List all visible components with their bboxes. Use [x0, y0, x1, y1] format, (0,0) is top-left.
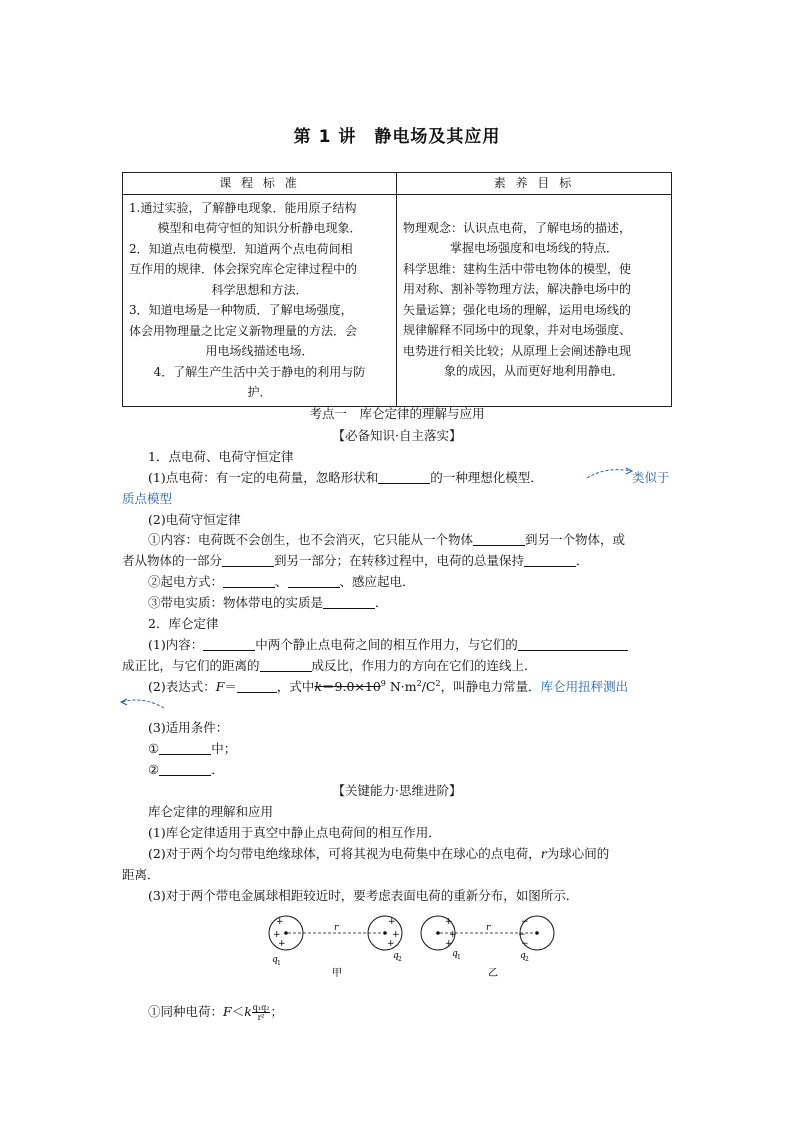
text-line: ① 中； [148, 741, 237, 756]
fill-blank [159, 740, 211, 755]
goal-line: 掌握电场强度和电场线的特点． [449, 241, 618, 255]
text-line: ①同种电荷：F＜k $\frac{\text{q₁q₂}}{\text{r²}}$ ； [148, 1003, 283, 1022]
standard-cell [123, 194, 397, 406]
text-line: ②起电方式： 、 、感应起电． [148, 574, 415, 589]
charge-distribution-figure [262, 906, 562, 986]
text-line: (2)对于两个均匀带电绝缘球体，可将其视为电荷集中在球心的点电荷，r为球心间的 [148, 846, 610, 861]
fill-blank [159, 761, 211, 776]
goals-cell [397, 194, 672, 406]
svg-text:+: + [445, 939, 453, 949]
text-line: 成正比，与它们的距离的 成反比，作用力的方向在它们的连线上． [122, 658, 537, 673]
standard-line: 体会用物理量之比定义新物理量的方法．会 [129, 323, 358, 338]
svg-text:1: 1 [277, 960, 281, 967]
text-line: ② ． [148, 762, 224, 777]
goal-line: 矢量运算；强化电场的理解，运用电场线的 [403, 302, 632, 317]
figure-label-right: 乙 [488, 968, 498, 979]
goal-line: 电势进行相关比较；从原理上会阐述静电现 [403, 343, 632, 358]
distance-label: r [486, 923, 491, 933]
fill-blank [260, 657, 312, 672]
svg-text:+: + [387, 939, 395, 949]
svg-text:+: + [449, 930, 457, 940]
text-line: (1)内容： 中两个静止点电荷之间的相互作用力，与它们的 [148, 635, 628, 653]
section-subheading: 【关键能力·思维进阶】 [332, 783, 462, 798]
goal-line: 规律解释不同场中的现象，并对电场强度、 [403, 323, 632, 337]
svg-text:−: − [518, 930, 526, 940]
fill-blank [518, 636, 628, 651]
standard-line: 4．了解生产生活中关于静电的利用与防 [153, 364, 366, 379]
fill-blank [223, 573, 275, 588]
svg-text:+: + [445, 917, 453, 927]
figure-right-pair [421, 916, 554, 979]
standard-line: 用电场线描述电场． [205, 344, 314, 358]
text-line: (2)表达式：F＝ ，式中$k=9.0\times 10^9$ $N\cdot m^2/C^2$，叫静电力常量．库仑用扭秤测出 [148, 678, 629, 694]
text-line: 库仑定律的理解和应用 [148, 804, 274, 819]
svg-text:+: + [276, 917, 284, 927]
goal-line: 物理观念：认识点电荷，了解电场的描述， [403, 220, 632, 235]
figure-label-left: 甲 [332, 968, 342, 979]
svg-text:1: 1 [457, 954, 461, 961]
svg-text:+: + [392, 930, 400, 940]
text-line: ③带电实质：物体带电的实质是 ． [148, 595, 388, 610]
distance-label: r [334, 923, 339, 933]
page-title: 第 1 讲 静电场及其应用 [293, 127, 501, 147]
fraction: $\frac{\text{q₁q₂}}{\text{r²}}$ [252, 1003, 270, 1022]
margin-note: 类似于 [632, 470, 670, 485]
svg-text:2: 2 [525, 956, 529, 963]
standard-line: 科学思想和方法． [211, 282, 308, 297]
svg-text:+: + [273, 930, 281, 940]
text-line: 1．点电荷、电荷守恒定律 [148, 449, 294, 464]
svg-text:+: + [388, 917, 396, 927]
margin-note: 质点模型 [122, 491, 173, 506]
svg-text:+: + [278, 939, 286, 949]
svg-text:−: − [521, 917, 529, 927]
fill-blank [473, 531, 525, 546]
charge-label: q [272, 955, 278, 965]
fill-blank [222, 552, 274, 567]
margin-note-arrow [118, 696, 168, 712]
text-line: (3)适用条件： [148, 720, 229, 735]
text-line: 2．库仑定律 [148, 616, 219, 631]
fill-blank [524, 552, 576, 567]
standard-line: 护． [247, 385, 272, 399]
text-line: ①内容：电荷既不会创生，也不会消灭，它只能从一个物体 到另一个物体，或 [148, 532, 626, 547]
fill-blank [237, 678, 277, 693]
standard-line: 模型和电荷守恒的知识分析静电现象． [157, 221, 362, 235]
standard-line: 互作用的规律．体会探究库仑定律过程中的 [129, 262, 358, 276]
table-header-standard: 课 程 标 准 [123, 173, 397, 195]
svg-text:−: − [521, 939, 529, 949]
text-line: (2)电荷守恒定律 [148, 512, 241, 527]
margin-note-arrow [585, 466, 635, 482]
goal-line: 象的成因，从而更好地利用静电． [443, 364, 624, 378]
section-subheading: 【必备知识·自主落实】 [332, 428, 462, 443]
standard-line: 2．知道点电荷模型．知道两个点电荷间相 [129, 241, 353, 256]
figure-left-pair [269, 916, 402, 979]
text-line: 距离． [122, 867, 160, 882]
curriculum-table [122, 172, 672, 407]
goal-line: 用对称、割补等物理方法，解决静电场中的 [403, 282, 632, 296]
goal-line: 科学思维：建构生活中带电物体的模型，使 [403, 261, 632, 276]
fill-blank [378, 469, 430, 484]
fill-blank [288, 573, 340, 588]
fill-blank [323, 594, 375, 609]
standard-line: 1.通过实验，了解静电现象．能用原子结构 [129, 200, 357, 215]
standard-line: 3．知道电场是一种物质．了解电场强度， [129, 303, 353, 317]
charge-label: q [393, 951, 399, 961]
charge-label: q [520, 951, 526, 961]
text-line: (1)库仑定律适用于真空中静止点电荷间的相互作用． [148, 825, 441, 840]
table-header-goals: 素 养 目 标 [397, 173, 672, 195]
text-line: (1)点电荷：有一定的电荷量，忽略形状和 的一种理想化模型． [148, 470, 543, 485]
text-line: 者从物体的一部分 到另一部分；在转移过程中，电荷的总量保持 ． [122, 553, 589, 568]
fill-blank [203, 636, 255, 651]
section-heading: 考点一 库仑定律的理解与应用 [309, 406, 485, 421]
svg-text:2: 2 [398, 956, 402, 963]
charge-label: q [452, 949, 458, 959]
text-line: (3)对于两个带电金属球相距较近时，要考虑表面电荷的重新分布，如图所示． [148, 888, 579, 903]
margin-note: 库仑用扭秤测出 [540, 679, 629, 694]
